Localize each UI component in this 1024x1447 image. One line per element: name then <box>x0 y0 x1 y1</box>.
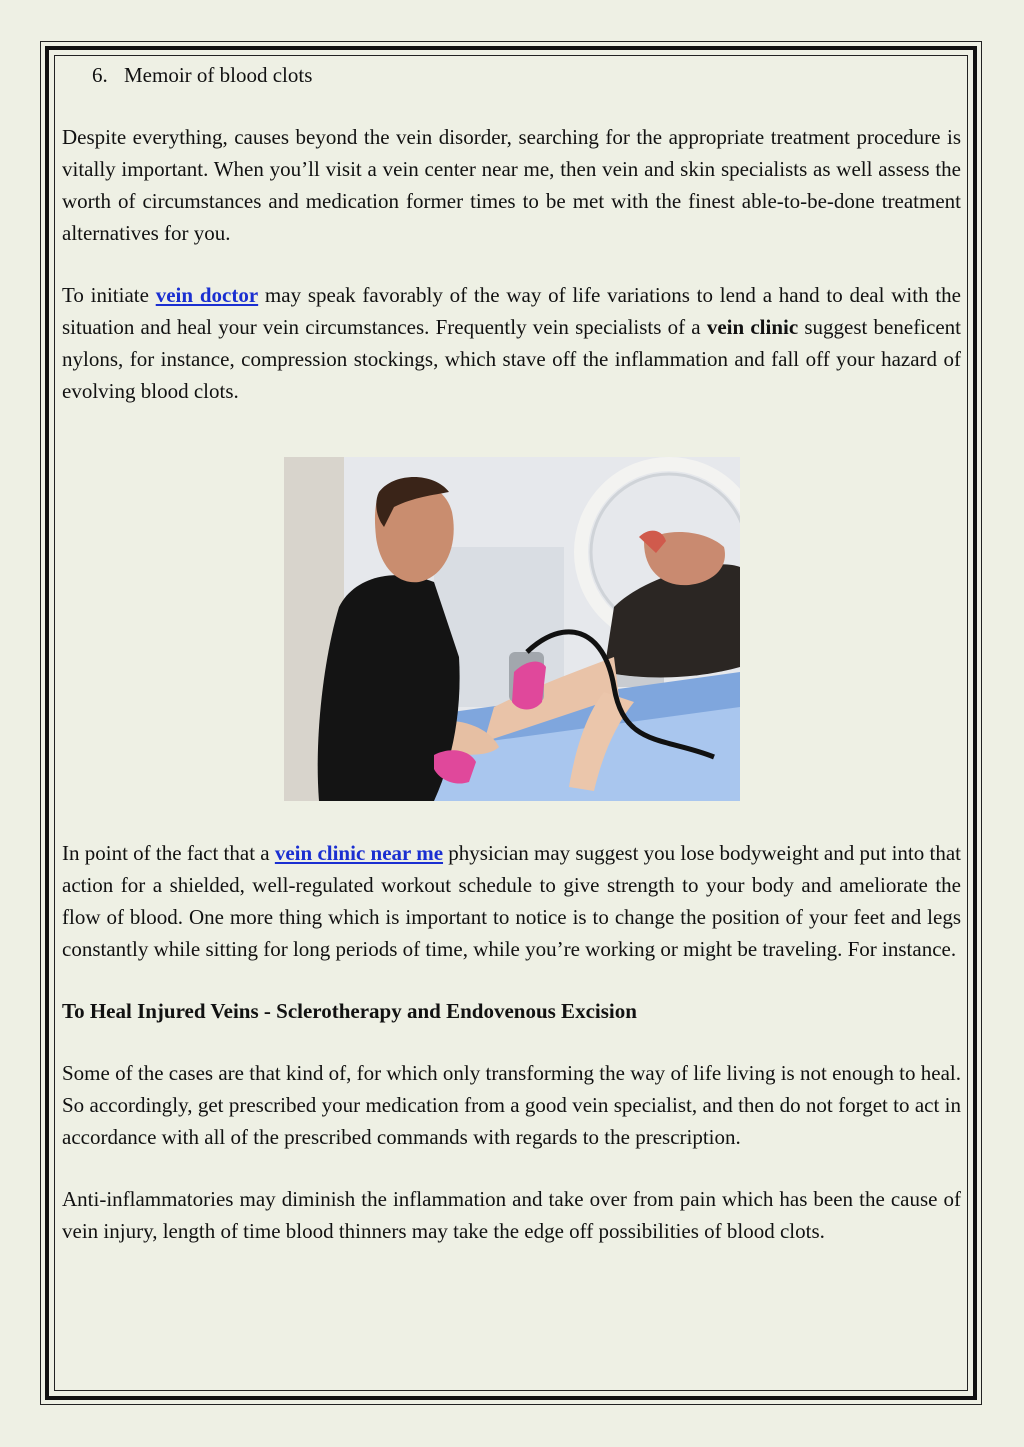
paragraph-5: Anti-inflammatories may diminish the inflammation and take over from pain which has been the cause of vein injury, length of time blood thinners may take the edge off possibilities of blood clots. <box>62 1187 961 1243</box>
section-heading: To Heal Injured Veins - Sclerotherapy and Endovenous Excision <box>62 999 637 1023</box>
paragraph-3 <box>62 837 961 965</box>
document-content <box>62 59 961 1247</box>
paragraph-3-text-a: In point of the fact that a <box>62 841 275 865</box>
paragraph-4: Some of the cases are that kind of, for which only transforming the way of life living is not enough to heal. So accordingly, get prescribed your medication from a good vein specialist, and then do not forget to act in accordance with all of the prescribed commands with regards to the prescription. <box>62 1061 961 1149</box>
list-item <box>62 59 961 91</box>
list-number: 6. <box>92 63 108 87</box>
paragraph-2-text-b: may speak favorably of the way of life variations to lend a hand to deal with the situation and heal your vein circumstances. Frequently vein specialists of a <box>62 283 961 339</box>
paragraph-2 <box>62 279 961 407</box>
vein-doctor-link[interactable]: vein doctor <box>155 283 259 307</box>
paragraph-2-text-a: To initiate <box>62 283 156 307</box>
vein-treatment-photo <box>284 457 740 801</box>
vein-clinic-bold: vein clinic <box>706 315 799 339</box>
vein-clinic-near-me-link[interactable]: vein clinic near me <box>274 841 444 865</box>
paragraph-3-text-b: physician may suggest you lose bodyweight and put into that action for a shielded, well-regulated workout schedule to give strength to your body and ameliorate the flow of blood. One more thing which is important to notice is to change the position of your feet and legs constantly while sitting for long periods of time, while you’re working or might be traveling. For instance. <box>62 841 961 961</box>
paragraph-1: Despite everything, causes beyond the vein disorder, searching for the appropriate treatment procedure is vitally important. When you’ll visit a vein center near me, then vein and skin specialists as well assess the worth of circumstances and medication former times to be met with the finest able-to-be-done treatment alternatives for you. <box>62 125 961 245</box>
list-item-text: Memoir of blood clots <box>124 63 313 87</box>
paragraph-2-text-c: suggest beneficent nylons, for instance, compression stockings, which stave off the inflammation and fall off your hazard of evolving blood clots. <box>62 315 961 403</box>
